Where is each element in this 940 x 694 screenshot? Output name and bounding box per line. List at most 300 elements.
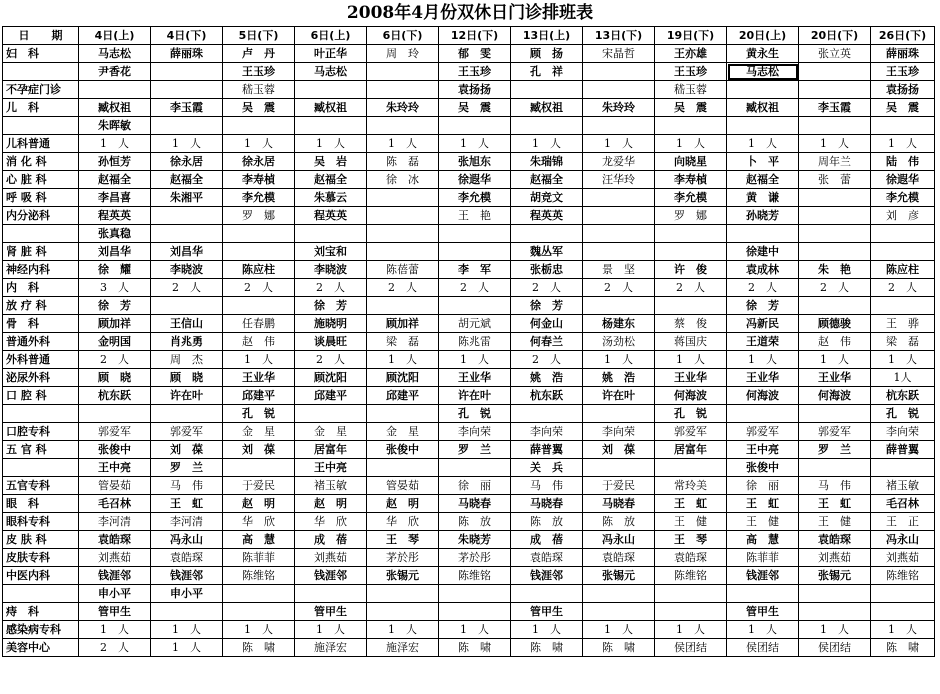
schedule-cell[interactable]: 1 人 [727,135,799,153]
schedule-cell[interactable]: 吴 震 [223,99,295,117]
schedule-cell[interactable]: 顾 晓 [151,369,223,387]
schedule-cell[interactable]: 程英英 [511,207,583,225]
schedule-cell[interactable]: 施晓明 [295,315,367,333]
schedule-cell[interactable]: 王玉珍 [223,63,295,81]
schedule-cell[interactable]: 1 人 [583,351,655,369]
schedule-cell[interactable]: 毛召林 [79,495,151,513]
schedule-cell[interactable]: 马晓春 [583,495,655,513]
schedule-cell[interactable]: 邱建平 [223,387,295,405]
schedule-cell[interactable]: 马志松 [727,63,799,81]
schedule-cell[interactable]: 1 人 [655,135,727,153]
schedule-cell[interactable]: 谈晨旺 [295,333,367,351]
schedule-cell[interactable]: 顾 晓 [79,369,151,387]
schedule-cell[interactable]: 陈维铭 [871,567,935,585]
schedule-cell[interactable]: 1 人 [727,351,799,369]
schedule-cell[interactable] [799,207,871,225]
schedule-cell[interactable]: 杭东跃 [79,387,151,405]
schedule-cell[interactable]: 陈菲菲 [223,549,295,567]
schedule-cell[interactable]: 2 人 [511,279,583,297]
schedule-cell[interactable]: 金 星 [223,423,295,441]
schedule-cell[interactable]: 王玉珍 [655,63,727,81]
schedule-cell[interactable] [583,603,655,621]
schedule-cell[interactable]: 姚 浩 [583,369,655,387]
schedule-cell[interactable]: 何海波 [727,387,799,405]
schedule-cell[interactable]: 1 人 [655,351,727,369]
schedule-cell[interactable]: 李晓波 [295,261,367,279]
schedule-cell[interactable]: 向晓星 [655,153,727,171]
schedule-cell[interactable] [295,117,367,135]
schedule-cell[interactable]: 龙爱华 [583,153,655,171]
schedule-cell[interactable]: 1 人 [511,621,583,639]
schedule-cell[interactable]: 高 慧 [223,531,295,549]
schedule-cell[interactable]: 蒋国庆 [655,333,727,351]
schedule-cell[interactable] [871,117,935,135]
schedule-cell[interactable]: 何春兰 [511,333,583,351]
schedule-cell[interactable] [583,189,655,207]
schedule-cell[interactable]: 袁扬扬 [439,81,511,99]
schedule-cell[interactable]: 何金山 [511,315,583,333]
schedule-cell[interactable]: 徐 芳 [295,297,367,315]
schedule-cell[interactable]: 李寿楨 [655,171,727,189]
schedule-cell[interactable]: 申小平 [79,585,151,603]
schedule-cell[interactable]: 许 俊 [655,261,727,279]
schedule-cell[interactable] [583,81,655,99]
schedule-cell[interactable]: 郭爱军 [727,423,799,441]
schedule-cell[interactable]: 管甲生 [79,603,151,621]
schedule-cell[interactable]: 马 伟 [151,477,223,495]
schedule-cell[interactable] [583,459,655,477]
schedule-cell[interactable]: 于爱民 [223,477,295,495]
schedule-cell[interactable]: 孔 祥 [511,63,583,81]
schedule-cell[interactable]: 李玉霞 [151,99,223,117]
schedule-cell[interactable]: 朱玲玲 [367,99,439,117]
schedule-cell[interactable]: 刘燕茹 [799,549,871,567]
schedule-cell[interactable]: 孔 锐 [439,405,511,423]
schedule-cell[interactable] [799,405,871,423]
schedule-cell[interactable]: 刘昌华 [79,243,151,261]
schedule-cell[interactable]: 申小平 [151,585,223,603]
schedule-cell[interactable]: 景 坚 [583,261,655,279]
schedule-cell[interactable]: 陈兆雷 [439,333,511,351]
schedule-cell[interactable]: 管甲生 [511,603,583,621]
schedule-cell[interactable]: 袁皓琛 [799,531,871,549]
schedule-cell[interactable]: 朱晓芳 [439,531,511,549]
schedule-cell[interactable]: 张真稳 [79,225,151,243]
schedule-cell[interactable]: 孔 锐 [223,405,295,423]
schedule-cell[interactable]: 杭东跃 [511,387,583,405]
schedule-cell[interactable]: 李向荣 [511,423,583,441]
schedule-cell[interactable]: 罗 娜 [655,207,727,225]
schedule-cell[interactable]: 许在叶 [151,387,223,405]
schedule-cell[interactable] [367,81,439,99]
schedule-cell[interactable] [151,81,223,99]
schedule-cell[interactable]: 汤劲松 [583,333,655,351]
schedule-cell[interactable]: 陆 伟 [871,153,935,171]
schedule-cell[interactable]: 2 人 [79,639,151,657]
schedule-cell[interactable] [295,81,367,99]
schedule-cell[interactable]: 金 星 [295,423,367,441]
schedule-cell[interactable]: 1 人 [871,621,935,639]
schedule-cell[interactable]: 邱建平 [367,387,439,405]
schedule-cell[interactable]: 嵇玉蓉 [223,81,295,99]
schedule-cell[interactable]: 顾 扬 [511,45,583,63]
schedule-cell[interactable]: 钱涯邻 [79,567,151,585]
schedule-cell[interactable]: 1 人 [223,135,295,153]
schedule-cell[interactable]: 吴 震 [439,99,511,117]
schedule-cell[interactable]: 冯永山 [871,531,935,549]
schedule-cell[interactable]: 2 人 [511,351,583,369]
schedule-cell[interactable]: 徐 耀 [79,261,151,279]
schedule-cell[interactable]: 李河清 [79,513,151,531]
schedule-cell[interactable]: 袁皓琛 [583,549,655,567]
schedule-cell[interactable]: 徐 芳 [727,297,799,315]
schedule-cell[interactable]: 2 人 [727,279,799,297]
schedule-cell[interactable]: 顾德骏 [799,315,871,333]
schedule-cell[interactable] [367,207,439,225]
schedule-cell[interactable]: 王 虹 [799,495,871,513]
schedule-cell[interactable]: 赵 明 [295,495,367,513]
schedule-cell[interactable]: 1 人 [151,639,223,657]
schedule-cell[interactable] [151,63,223,81]
schedule-cell[interactable]: 1 人 [151,621,223,639]
schedule-cell[interactable]: 汪华玲 [583,171,655,189]
schedule-cell[interactable]: 徐建中 [727,243,799,261]
schedule-cell[interactable]: 华 欣 [367,513,439,531]
schedule-cell[interactable] [367,405,439,423]
schedule-cell[interactable]: 1 人 [583,621,655,639]
schedule-cell[interactable] [871,243,935,261]
schedule-cell[interactable]: 李晓波 [151,261,223,279]
schedule-cell[interactable] [223,603,295,621]
schedule-cell[interactable]: 肖兆勇 [151,333,223,351]
schedule-cell[interactable]: 陈 磊 [367,153,439,171]
schedule-cell[interactable] [439,243,511,261]
schedule-cell[interactable]: 薛普翼 [871,441,935,459]
schedule-cell[interactable] [151,405,223,423]
schedule-cell[interactable]: 马 伟 [799,477,871,495]
schedule-cell[interactable]: 陈蓓蕾 [367,261,439,279]
schedule-cell[interactable] [367,117,439,135]
schedule-cell[interactable] [583,243,655,261]
schedule-cell[interactable]: 刘宝和 [295,243,367,261]
schedule-cell[interactable]: 王中亮 [79,459,151,477]
schedule-cell[interactable] [223,225,295,243]
schedule-cell[interactable]: 袁皓琛 [79,531,151,549]
schedule-cell[interactable] [871,459,935,477]
schedule-cell[interactable]: 周 玲 [367,45,439,63]
schedule-cell[interactable]: 1 人 [79,135,151,153]
schedule-cell[interactable] [799,243,871,261]
schedule-cell[interactable] [655,243,727,261]
schedule-cell[interactable] [799,603,871,621]
schedule-cell[interactable]: 刘 葆 [223,441,295,459]
schedule-cell[interactable]: 薛丽珠 [151,45,223,63]
schedule-cell[interactable]: 王 虹 [151,495,223,513]
schedule-cell[interactable] [151,207,223,225]
schedule-cell[interactable]: 罗 兰 [799,441,871,459]
schedule-cell[interactable]: 赵 明 [223,495,295,513]
schedule-cell[interactable]: 臧权祖 [727,99,799,117]
schedule-cell[interactable]: 刘燕茹 [871,549,935,567]
schedule-cell[interactable]: 1 人 [151,135,223,153]
schedule-cell[interactable]: 张栃忠 [511,261,583,279]
schedule-cell[interactable] [871,603,935,621]
schedule-cell[interactable]: 顾沈阳 [295,369,367,387]
schedule-cell[interactable] [655,225,727,243]
schedule-cell[interactable]: 顾加祥 [367,315,439,333]
schedule-cell[interactable]: 臧权祖 [295,99,367,117]
schedule-cell[interactable]: 陈维铭 [655,567,727,585]
schedule-cell[interactable]: 朱晖敏 [79,117,151,135]
schedule-cell[interactable]: 孔 锐 [871,405,935,423]
schedule-cell[interactable]: 陈 啸 [439,639,511,657]
schedule-cell[interactable]: 金明国 [79,333,151,351]
schedule-cell[interactable]: 1人 [871,369,935,387]
schedule-cell[interactable] [583,585,655,603]
schedule-cell[interactable]: 华 欣 [223,513,295,531]
schedule-cell[interactable]: 许在叶 [439,387,511,405]
schedule-cell[interactable]: 王业华 [223,369,295,387]
schedule-cell[interactable]: 王 健 [655,513,727,531]
schedule-cell[interactable]: 1 人 [439,621,511,639]
schedule-cell[interactable]: 徐遐华 [439,171,511,189]
schedule-cell[interactable]: 陈应柱 [223,261,295,279]
schedule-cell[interactable]: 2 人 [295,351,367,369]
schedule-cell[interactable]: 王信山 [151,315,223,333]
schedule-cell[interactable]: 罗 娜 [223,207,295,225]
schedule-cell[interactable]: 徐 丽 [439,477,511,495]
schedule-cell[interactable]: 吴 震 [871,99,935,117]
schedule-cell[interactable]: 张锡元 [583,567,655,585]
schedule-cell[interactable]: 张旭东 [439,153,511,171]
schedule-cell[interactable]: 梁 磊 [367,333,439,351]
schedule-cell[interactable]: 任春鹏 [223,315,295,333]
schedule-cell[interactable]: 徐永居 [151,153,223,171]
schedule-cell[interactable]: 孙恒芳 [79,153,151,171]
schedule-cell[interactable]: 徐遐华 [871,171,935,189]
schedule-cell[interactable] [799,225,871,243]
schedule-cell[interactable]: 褚玉敏 [295,477,367,495]
schedule-cell[interactable] [655,603,727,621]
schedule-cell[interactable]: 王 艳 [439,207,511,225]
schedule-cell[interactable]: 李玉霞 [799,99,871,117]
schedule-cell[interactable]: 李向荣 [583,423,655,441]
schedule-cell[interactable]: 张俊中 [727,459,799,477]
schedule-cell[interactable] [655,297,727,315]
schedule-cell[interactable]: 顾沈阳 [367,369,439,387]
schedule-cell[interactable]: 臧权祖 [79,99,151,117]
schedule-cell[interactable] [583,117,655,135]
schedule-cell[interactable]: 王 健 [727,513,799,531]
schedule-cell[interactable]: 朱慕云 [295,189,367,207]
schedule-cell[interactable]: 李允模 [439,189,511,207]
schedule-cell[interactable]: 刘燕茹 [79,549,151,567]
schedule-cell[interactable]: 刘昌华 [151,243,223,261]
schedule-cell[interactable]: 1 人 [79,621,151,639]
schedule-cell[interactable] [367,225,439,243]
schedule-cell[interactable]: 钱涯邻 [295,567,367,585]
schedule-cell[interactable]: 顾加祥 [79,315,151,333]
schedule-cell[interactable]: 冯永山 [151,531,223,549]
schedule-cell[interactable] [799,459,871,477]
schedule-cell[interactable]: 施泽宏 [295,639,367,657]
schedule-cell[interactable]: 成 蓓 [295,531,367,549]
schedule-cell[interactable]: 钱涯邻 [727,567,799,585]
schedule-cell[interactable]: 梁 磊 [871,333,935,351]
schedule-cell[interactable]: 李向荣 [439,423,511,441]
schedule-cell[interactable]: 孙晓芳 [727,207,799,225]
schedule-cell[interactable]: 王业华 [799,369,871,387]
schedule-cell[interactable]: 郭爱军 [655,423,727,441]
schedule-cell[interactable]: 赵 伟 [223,333,295,351]
schedule-cell[interactable]: 陈 啸 [511,639,583,657]
schedule-cell[interactable]: 关 兵 [511,459,583,477]
schedule-cell[interactable]: 罗 兰 [151,459,223,477]
schedule-cell[interactable] [583,225,655,243]
schedule-cell[interactable]: 1 人 [439,351,511,369]
schedule-cell[interactable] [295,585,367,603]
schedule-cell[interactable]: 薛普翼 [511,441,583,459]
schedule-cell[interactable] [655,459,727,477]
schedule-cell[interactable] [439,603,511,621]
schedule-cell[interactable]: 吴 岩 [295,153,367,171]
schedule-cell[interactable]: 朱湘平 [151,189,223,207]
schedule-cell[interactable] [367,459,439,477]
schedule-cell[interactable]: 李 军 [439,261,511,279]
schedule-cell[interactable] [871,225,935,243]
schedule-cell[interactable]: 郭爱军 [799,423,871,441]
schedule-cell[interactable]: 袁成林 [727,261,799,279]
schedule-cell[interactable]: 1 人 [871,135,935,153]
schedule-cell[interactable]: 王 琴 [655,531,727,549]
schedule-cell[interactable] [367,585,439,603]
schedule-cell[interactable]: 成 蓓 [511,531,583,549]
schedule-cell[interactable]: 2 人 [439,279,511,297]
schedule-cell[interactable]: 金 星 [367,423,439,441]
schedule-cell[interactable]: 郁 雯 [439,45,511,63]
schedule-cell[interactable]: 李向荣 [871,423,935,441]
schedule-cell[interactable]: 2 人 [151,279,223,297]
schedule-cell[interactable]: 张立英 [799,45,871,63]
schedule-cell[interactable]: 陈 放 [511,513,583,531]
schedule-cell[interactable] [367,63,439,81]
schedule-cell[interactable]: 王道荣 [727,333,799,351]
schedule-cell[interactable]: 陈 放 [439,513,511,531]
schedule-cell[interactable]: 2 人 [799,279,871,297]
schedule-cell[interactable]: 袁皓琛 [151,549,223,567]
schedule-cell[interactable]: 叶正华 [295,45,367,63]
schedule-cell[interactable]: 1 人 [799,621,871,639]
schedule-cell[interactable]: 2 人 [223,279,295,297]
schedule-cell[interactable] [367,297,439,315]
schedule-cell[interactable] [223,585,295,603]
schedule-cell[interactable]: 徐永居 [223,153,295,171]
schedule-cell[interactable]: 赵福全 [79,171,151,189]
schedule-cell[interactable]: 陈 啸 [223,639,295,657]
schedule-cell[interactable]: 侯团结 [655,639,727,657]
schedule-cell[interactable]: 管甲生 [727,603,799,621]
schedule-cell[interactable] [583,297,655,315]
schedule-cell[interactable]: 1 人 [727,621,799,639]
schedule-cell[interactable]: 马晓春 [511,495,583,513]
schedule-cell[interactable] [511,225,583,243]
schedule-cell[interactable]: 孔 锐 [655,405,727,423]
schedule-cell[interactable]: 1 人 [367,351,439,369]
schedule-cell[interactable] [727,585,799,603]
schedule-cell[interactable]: 1 人 [367,621,439,639]
schedule-cell[interactable]: 王 骅 [871,315,935,333]
schedule-cell[interactable] [583,207,655,225]
schedule-cell[interactable]: 王中亮 [727,441,799,459]
schedule-cell[interactable] [511,81,583,99]
schedule-cell[interactable]: 李允模 [223,189,295,207]
schedule-cell[interactable]: 陈 啸 [871,639,935,657]
schedule-cell[interactable]: 朱玲玲 [583,99,655,117]
schedule-cell[interactable]: 袁扬扬 [871,81,935,99]
schedule-cell[interactable]: 茅於彤 [439,549,511,567]
schedule-cell[interactable]: 王中亮 [295,459,367,477]
schedule-cell[interactable]: 2 人 [367,279,439,297]
schedule-cell[interactable]: 陈 啸 [583,639,655,657]
schedule-cell[interactable]: 李允模 [871,189,935,207]
schedule-cell[interactable]: 2 人 [871,279,935,297]
schedule-cell[interactable]: 卜 平 [727,153,799,171]
schedule-cell[interactable] [151,225,223,243]
schedule-cell[interactable]: 冯永山 [583,531,655,549]
schedule-cell[interactable]: 何海波 [799,387,871,405]
schedule-cell[interactable]: 胡竞文 [511,189,583,207]
schedule-cell[interactable] [583,405,655,423]
schedule-cell[interactable]: 尹香花 [79,63,151,81]
schedule-cell[interactable] [295,405,367,423]
schedule-cell[interactable]: 赵福全 [151,171,223,189]
schedule-cell[interactable] [223,243,295,261]
schedule-cell[interactable]: 王业华 [727,369,799,387]
schedule-cell[interactable]: 茅於彤 [367,549,439,567]
schedule-cell[interactable]: 王业华 [655,369,727,387]
schedule-cell[interactable]: 1 人 [223,621,295,639]
schedule-cell[interactable]: 马志松 [295,63,367,81]
schedule-cell[interactable]: 1 人 [295,621,367,639]
schedule-cell[interactable]: 1 人 [655,621,727,639]
schedule-cell[interactable]: 赵福全 [727,171,799,189]
schedule-cell[interactable]: 宋晶哲 [583,45,655,63]
schedule-cell[interactable]: 陈应柱 [871,261,935,279]
schedule-cell[interactable]: 朱 艳 [799,261,871,279]
schedule-cell[interactable]: 侯团结 [799,639,871,657]
schedule-cell[interactable]: 2 人 [295,279,367,297]
schedule-cell[interactable]: 杨建东 [583,315,655,333]
schedule-cell[interactable]: 张锡元 [367,567,439,585]
schedule-cell[interactable]: 王 琴 [367,531,439,549]
schedule-cell[interactable]: 王玉珍 [871,63,935,81]
schedule-cell[interactable] [367,189,439,207]
schedule-cell[interactable]: 张 蕾 [799,171,871,189]
schedule-cell[interactable]: 2 人 [583,279,655,297]
schedule-cell[interactable]: 2 人 [79,351,151,369]
schedule-cell[interactable]: 刘 彦 [871,207,935,225]
schedule-cell[interactable]: 徐 冰 [367,171,439,189]
schedule-cell[interactable]: 常玲美 [655,477,727,495]
schedule-cell[interactable] [367,603,439,621]
schedule-cell[interactable] [439,225,511,243]
schedule-cell[interactable] [79,405,151,423]
schedule-cell[interactable]: 管甲生 [295,603,367,621]
schedule-cell[interactable] [799,117,871,135]
schedule-cell[interactable]: 1 人 [295,135,367,153]
schedule-cell[interactable]: 张锡元 [799,567,871,585]
schedule-cell[interactable]: 陈维铭 [223,567,295,585]
